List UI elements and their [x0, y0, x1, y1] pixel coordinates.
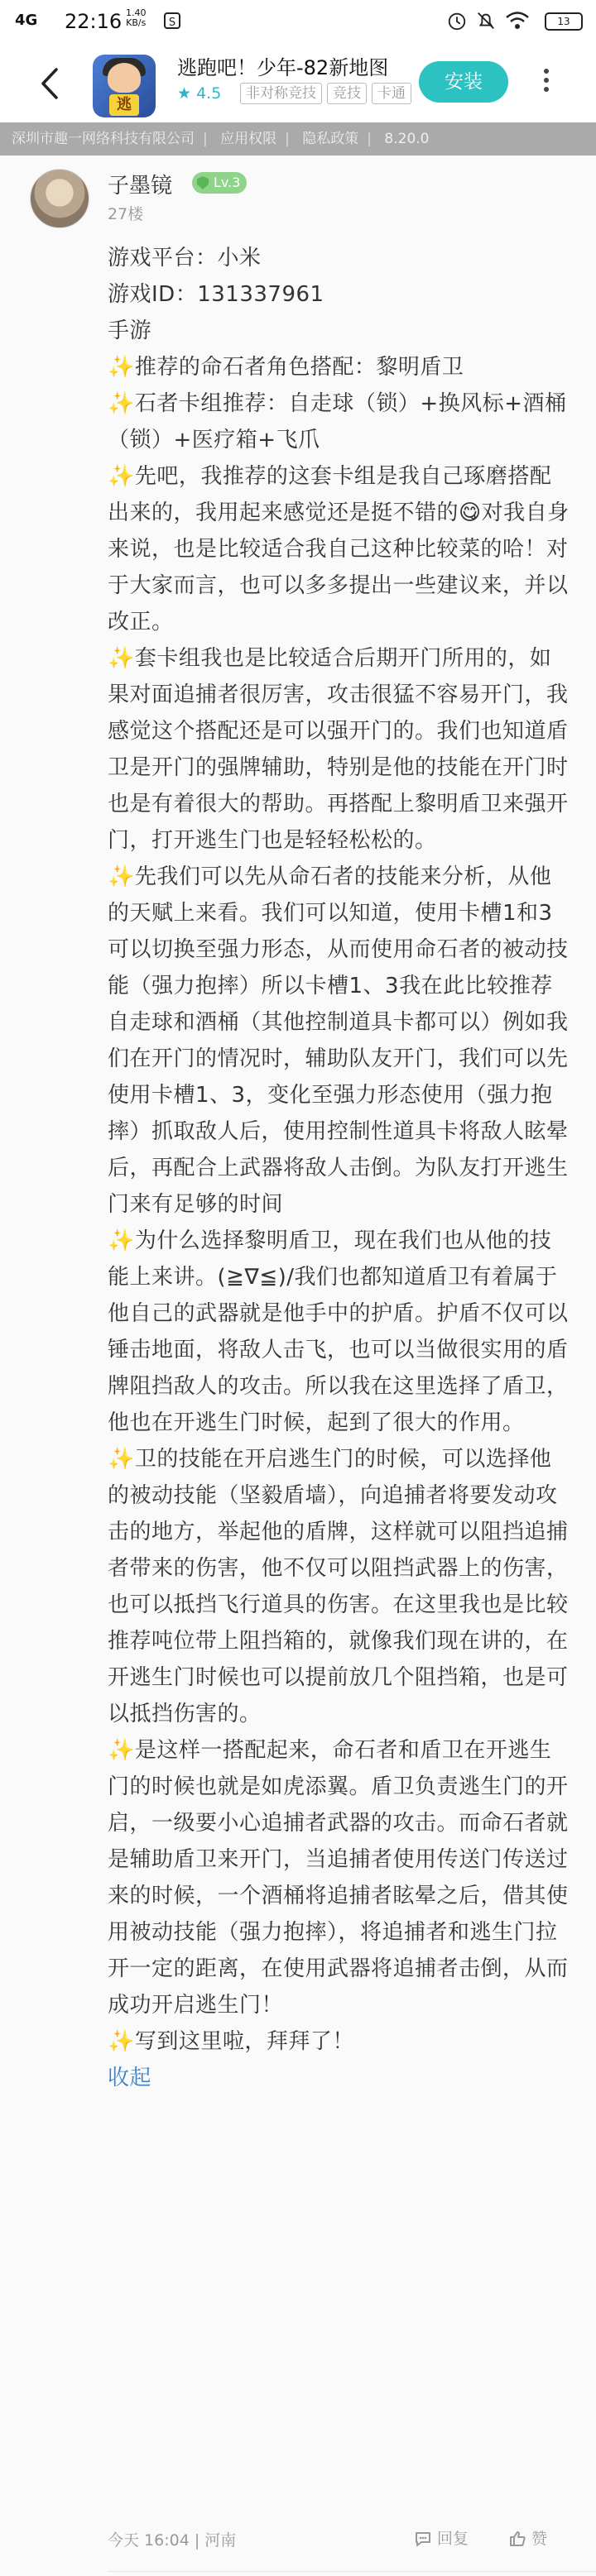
- app-rating: ★ 4.5: [177, 84, 222, 103]
- comment-paragraph: ✨先吧，我推荐的这套卡组是我自己琢磨搭配出来的，我用起来感觉还是挺不错的😋对我自身来说，也是比较适合我自己这种比较菜的哈！对于大家而言，也可以多多提出一些建议来，并以改正。: [108, 464, 570, 634]
- comment-paragraph: 游戏ID：131337961: [108, 282, 324, 307]
- app-tags: [240, 83, 411, 104]
- comment-paragraph: ✨写到这里啦，拜拜了！: [108, 2029, 354, 2054]
- sparkle-icon: ✨: [108, 391, 135, 416]
- sparkle-icon: ✨: [108, 2029, 135, 2054]
- level-badge: Lv.3: [192, 172, 247, 194]
- back-arrow-icon[interactable]: [35, 63, 68, 104]
- like-button[interactable]: [508, 2526, 547, 2549]
- app-tag: 非对称竞技: [240, 83, 322, 104]
- app-info-bar: 深圳市趣一网络科技有限公司 | 应用权限 | 隐私政策 | 8.20.0: [0, 122, 596, 156]
- more-options-icon[interactable]: [538, 65, 555, 103]
- sparkle-icon: ✨: [108, 1447, 135, 1472]
- divider: [108, 2571, 596, 2572]
- comment-paragraph: ✨推荐的命石者角色搭配：黎明盾卫: [108, 355, 464, 380]
- comment-paragraph: 手游: [108, 318, 152, 343]
- comment-body: [108, 240, 571, 2096]
- network-speed: 1.40 KB/s: [126, 7, 147, 28]
- permissions-link[interactable]: 应用权限: [220, 131, 277, 147]
- app-tag: 卡通: [372, 83, 411, 104]
- install-button[interactable]: 安装: [419, 61, 508, 103]
- alarm-icon: [445, 10, 469, 31]
- avatar[interactable]: [30, 169, 89, 228]
- svg-text:S: S: [168, 17, 176, 29]
- comment-location: 河南: [204, 2531, 237, 2550]
- comment-paragraph: ✨套卡组我也是比较适合后期开门所用的，如果对面追捕者很厉害，攻击很猛不容易开门，我感觉这个搭配还是可以强开门的。我们也知道盾卫是开门的强牌辅助，特别是他的技能在开门时也是有着很大的帮助。再搭配上黎明盾卫来强开门，打开逃生门也是轻轻松松的。: [108, 646, 569, 853]
- app-title[interactable]: 逃跑吧！少年-82新地图: [177, 56, 389, 79]
- user-name[interactable]: 子墨镜: [108, 174, 173, 199]
- app-tag: 竞技: [327, 83, 367, 104]
- app-notification-icon: [162, 10, 182, 31]
- app-icon-badge: 逃: [109, 94, 139, 116]
- privacy-link[interactable]: 隐私政策: [302, 131, 359, 147]
- sparkle-icon: ✨: [108, 646, 135, 671]
- developer-name: 深圳市趣一网络科技有限公司: [12, 131, 195, 147]
- floor-number: 27楼: [108, 205, 144, 223]
- signal-indicator: 4G: [15, 12, 38, 29]
- comment-paragraph: 游戏平台：小米: [108, 246, 262, 271]
- status-bar: [0, 0, 596, 46]
- app-icon[interactable]: [93, 55, 156, 117]
- sparkle-icon: ✨: [108, 355, 135, 380]
- reply-button[interactable]: [414, 2526, 469, 2549]
- star-icon: ★: [177, 84, 197, 103]
- sparkle-icon: ✨: [108, 864, 135, 889]
- reply-icon: [414, 2530, 432, 2548]
- comment-paragraph: ✨先我们可以先从命石者的技能来分析，从他的天赋上来看。我们可以知道，使用卡槽1和3可以切换至强力形态，从而使用命石者的被动技能（强力抱摔）所以卡槽1、3我在此比较推荐自走球和酒桶（其他控制道具卡都可以）例如我们在开门的情况时，辅助队友开门，我们可以先使用卡槽1、3，变化至强力形态使用（强力抱摔）抓取敌人后，使用控制性道具卡将敌人眩晕后，再配合上武器将敌人击倒。为队友打开逃生门来有足够的时间: [108, 864, 569, 1217]
- mute-icon: [475, 10, 497, 31]
- wifi-icon: [505, 10, 530, 31]
- collapse-link[interactable]: 收起: [108, 2066, 152, 2090]
- comment-paragraph: ✨是这样一搭配起来，命石者和盾卫在开逃生门的时候也就是如虎添翼。盾卫负责逃生门的开启，一级要小心追捕者武器的攻击。而命石者就是辅助盾卫来开门，当追捕者使用传送门传送过来的时候，一个酒桶将追捕者眩晕之后，借其使用被动技能（强力抱摔），将追捕者和逃生门拉开一定的距离，在使用武器将追捕者击倒，从而成功开启逃生门！: [108, 1738, 569, 2018]
- sparkle-icon: ✨: [108, 1228, 135, 1253]
- comment-paragraph: ✨石者卡组推荐：自走球（锁）+换风标+酒桶（锁）+医疗箱+飞爪: [108, 391, 567, 452]
- sparkle-icon: ✨: [108, 1738, 135, 1763]
- clock: 22:16: [65, 10, 123, 33]
- sparkle-icon: ✨: [108, 464, 135, 489]
- comment-meta: 今天 16:04 | 河南: [108, 2531, 237, 2550]
- comment-date: 今天 16:04: [108, 2531, 190, 2550]
- app-header: [0, 46, 596, 122]
- thumbs-up-icon: [508, 2530, 526, 2548]
- comment-footer: [108, 2525, 571, 2558]
- app-version: 8.20.0: [384, 131, 430, 147]
- like-label: 赞: [531, 2530, 548, 2548]
- battery-indicator: 13: [545, 12, 583, 31]
- reply-label: 回复: [437, 2530, 469, 2548]
- comment-paragraph: ✨为什么选择黎明盾卫，现在我们也从他的技能上来讲。(≧∇≦)/我们也都知道盾卫有着属于他自己的武器就是他手中的护盾。护盾不仅可以锤击地面，将敌人击飞，也可以当做很实用的盾牌阻挡敌人的攻击。所以我在这里选择了盾卫，他也在开逃生门时候，起到了很大的作用。: [108, 1228, 569, 1435]
- comment-paragraph: ✨卫的技能在开启逃生门的时候，可以选择他的被动技能（坚毅盾墙），向追捕者将要发动攻击的地方，举起他的盾牌，这样就可以阻挡追捕者带来的伤害，他不仅可以阻挡武器上的伤害，也可以抵挡飞行道具的伤害。在这里我也是比较推荐吨位带上阻挡箱的，就像我们现在讲的，在开逃生门时候也可以提前放几个阻挡箱，也是可以抵挡伤害的。: [108, 1447, 569, 1726]
